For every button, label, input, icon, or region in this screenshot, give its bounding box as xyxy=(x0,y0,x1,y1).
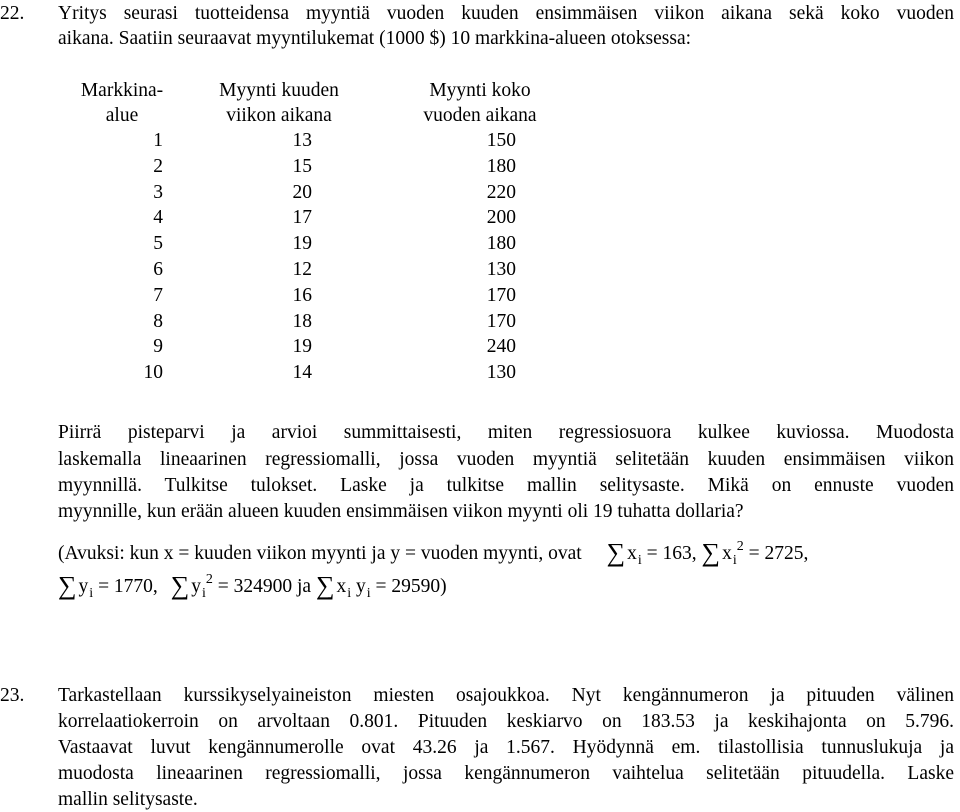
table-header-six-weeks xyxy=(195,78,363,128)
sum-y-value: = 1770, xyxy=(98,576,158,597)
problem-23-last-line: mallin selitysaste. xyxy=(58,789,198,810)
problem-23-line: muodosta lineaarinen regressiomalli, jossa kengännumeron vaihtelua selitetään pituudella. Laske xyxy=(58,763,954,784)
table-cell: 1 xyxy=(153,130,163,151)
table-cell: 180 xyxy=(486,155,516,177)
table-cell: 130 xyxy=(486,259,516,280)
sum-icon: ∑ xyxy=(58,571,77,600)
task-line: Piirrä pisteparvi ja arvioi summittaisesti, miten regressiosuora kulkee kuviossa. Muodosta xyxy=(58,422,954,443)
table-cell: 220 xyxy=(486,181,516,203)
sum-icon: ∑ xyxy=(606,538,626,567)
problem-23-line: Vastaavat luvut kengännumerolle ovat 43.26 ja 1.567. Hyödynnä em. tilastollisia tunnuslukuja ja xyxy=(58,737,954,758)
table-cell: 6 xyxy=(153,259,163,280)
sum-x-value: = 163, xyxy=(646,543,697,564)
table-cell: 170 xyxy=(486,310,516,332)
table-cell: 130 xyxy=(486,362,516,384)
header-line: Myynti kuuden xyxy=(219,80,339,101)
sum-x2-value: = 2725, xyxy=(748,543,809,564)
problem-22-intro-line-1: Yritys seurasi tuotteidensa myyntiä vuoden kuuden ensimmäisen viikon aikana sekä koko vuoden xyxy=(58,3,954,24)
hint-text: (Avuksi: kun x = kuuden viikon myynti ja y = vuoden myynti, ovat xyxy=(58,543,582,564)
task-line: laskemalla lineaarinen regressiomalli, jossa vuoden myyntiä selitetään kuuden ensimmäisen viikon xyxy=(58,449,954,470)
problem-22-intro-line-2: aikana. Saatiin seuraavat myyntilukemat (1000 $) 10 markkina-alueen otoksessa: xyxy=(58,28,692,49)
table-cell: 3 xyxy=(153,181,163,203)
header-line: alue xyxy=(105,105,139,126)
problem-23-line: Tarkastellaan kurssikyselyaineiston miesten osajoukkoa. Nyt kengännumeron ja pituuden välinen xyxy=(58,685,954,706)
table-cell: 5 xyxy=(153,233,163,255)
table-cell: 19 xyxy=(292,233,312,255)
table-header-area xyxy=(62,78,182,128)
table-cell: 12 xyxy=(292,259,312,280)
table-cell: 13 xyxy=(292,130,312,151)
table-header-year xyxy=(400,78,560,128)
hint-line-1: (Avuksi: kun x = kuuden viikon myynti ja y = vuoden myynti, ovat ∑ $x_i = 163$, ∑ $x_i^2 = 2725$, xyxy=(58,538,809,568)
task-line: myynnillä. Tulkitse tulokset. Laske ja tulkitse mallin selitysaste. Mikä on ennuste vuoden xyxy=(58,475,954,496)
table-cell: 10 xyxy=(143,362,163,384)
table-cell: 170 xyxy=(486,284,516,306)
sum-xy-value: = 29590) xyxy=(375,576,447,597)
table-cell: 200 xyxy=(486,207,516,229)
header-line: Myynti koko xyxy=(429,80,531,101)
sum-icon: ∑ xyxy=(701,538,721,567)
table-cell: 240 xyxy=(486,336,516,358)
hint-line-2: ∑ $y_i = 1770$, ∑ $y_i^2 = 324900$ ja ∑ $x_i$ $y_i = 29590$) xyxy=(58,571,447,601)
table-cell: 2 xyxy=(153,155,163,177)
hint-ja: ja xyxy=(297,576,312,597)
task-line: myynnille, kun erään alueen kuuden ensimmäisen viikon myynti oli 19 tuhatta dollaria? xyxy=(58,501,744,522)
header-line: viikon aikana xyxy=(226,105,332,126)
table-cell: 19 xyxy=(292,336,312,358)
header-line: Markkina- xyxy=(80,80,164,101)
sum-y2-value: = 324900 xyxy=(217,576,293,597)
table-cell: 8 xyxy=(153,310,163,332)
header-line: vuoden aikana xyxy=(423,105,537,126)
table-cell: 14 xyxy=(292,362,312,384)
sum-icon: ∑ xyxy=(170,571,190,600)
table-cell: 15 xyxy=(292,155,312,177)
table-cell: 180 xyxy=(486,233,516,255)
sum-icon: ∑ xyxy=(315,571,335,600)
table-cell: 20 xyxy=(292,181,312,203)
problem-23-number: 23. xyxy=(0,685,25,706)
problem-23-line: korrelaatiokerroin on arvoltaan 0.801. Pituuden keskiarvo on 183.53 ja keskihajonta on 5.796. xyxy=(58,711,954,732)
table-cell: 18 xyxy=(292,310,312,332)
table-cell: 4 xyxy=(153,207,163,229)
table-cell: 17 xyxy=(292,207,312,229)
table-cell: 7 xyxy=(153,284,163,306)
table-cell: 150 xyxy=(486,130,516,151)
table-cell: 16 xyxy=(292,284,312,306)
problem-22-number: 22. xyxy=(0,3,25,24)
table-cell: 9 xyxy=(153,336,163,358)
